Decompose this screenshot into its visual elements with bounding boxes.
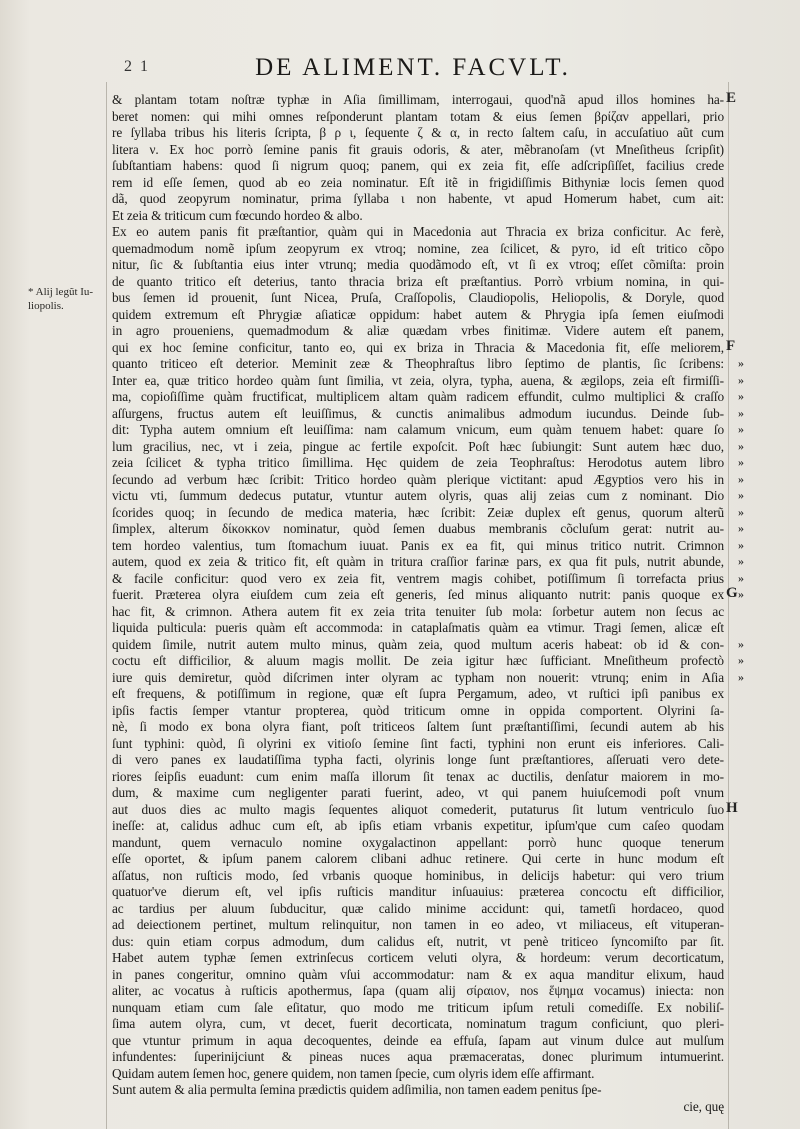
text-line: eſſe oportet, & ipſum panem calorem clibani adhuc retinere. Qui certe in hunc modum eſt <box>112 851 724 866</box>
quotation-mark: » <box>738 455 744 469</box>
quotation-mark: » <box>738 356 744 370</box>
quotation-mark: » <box>738 372 744 387</box>
text-line: de quanto tritico eſt deterius, tanto thracia briza eſt præſtantius. Porrò vrbium nomina, in qui- <box>112 273 724 289</box>
section-letter: E <box>726 90 737 106</box>
quotation-mark: » <box>738 405 744 420</box>
text-line: nè, ſi modo ex bona olyra fiant, poſt triticeos ſaltem ſunt præſtantiſſimi, ſecundi autem ab his <box>112 719 724 734</box>
text-line: hac fit, & crimnon. Athera autem fit ex zeia trita tenuiter ſub mola: ſorbetur autem non ſecus ac <box>112 603 724 619</box>
text-line: di vero panes ex laudatiſſima typha facti, olyrinis longe ſunt præſtantiores, aſſeruati vero dete- <box>112 752 724 767</box>
text-line: ſunt typhini: quòd, ſi olyrini ex vitioſo ſemine ſint facti, typhini non erunt eis inferiores. Cali- <box>112 735 724 751</box>
text-line: Sunt autem & alia permulta ſemina prædictis quidem adſimilia, non tamen eadem penitus ſpe- <box>112 1082 602 1097</box>
quotation-mark: » <box>738 653 744 667</box>
text-line: liquida pulticula: pueris quàm eſt accommoda: in cataplaſmatis quàm ea vtimur. Tragi ſemen, alicæ eſt <box>112 620 724 635</box>
text-line: Inter ea, quæ tritico hordeo quàm ſunt ſimilia, vt zeia, olyra, typha, auena, & ægilops, zeia eſt firmiſſi- <box>112 372 724 388</box>
text-line: nunquam etiam cum ſale eſitatur, quo modo me triticum ipſum retuli comediſſe. Ex nobiliſ- <box>112 999 724 1015</box>
text-line: & facile conficitur: quod vero ex zeia fit, ventrem magis cohibet, potiſſimum ſi torrefacta prius <box>112 570 724 586</box>
text-line: qui ex hoc ſemine conficitur, tanto eo, qui ex briza in Thracia & Macedonia fit, eſſe meliorem, <box>112 339 724 355</box>
left-column-rule <box>106 82 107 1129</box>
running-header: DE ALIMENT. FACVLT. <box>255 54 571 81</box>
folio-number: 2 1 <box>124 58 150 75</box>
quotation-mark: » <box>738 636 744 651</box>
quotation-mark: » <box>738 587 744 601</box>
quotation-mark: » <box>738 554 744 568</box>
text-line: mandunt, quem vernaculo nomine oxygalactinon appellant: porrò hunc quoque tenerum <box>112 834 724 850</box>
section-letter: H <box>726 799 738 816</box>
text-line: quidem extremum eſt Phrygiæ aſiaticæ oppidum: habet autem & Phrygia ipſa ſemen eiuſmodi <box>112 306 724 322</box>
text-line: nitur, ſic & ſubſtantia eius inter vtrunq; media quodãmodo eſt, vt ſi ex vtroq; eſſet cõmiſta: proin <box>112 257 724 272</box>
text-line: zeia ſcilicet & typha tritico ſimillima. Hęc quidem de zeia Teophraſtus: Herodotus autem libro <box>112 455 724 470</box>
text-line: coctu eſt difficilior, & aluum magis mollit. De zeia igitur hæc ſufficiant. Mneſitheum profectò <box>112 653 724 668</box>
section-letter: G <box>726 585 738 601</box>
text-line: ſimplex, alterum δίκοκκον nominatur, quòd ſemen duabus membranis cõcluſum gerat: nutrit au- <box>112 521 724 536</box>
text-line: litera ν. Ex hoc porrò ſemine panis fit grauis odoris, & ater, mẽbranoſam (vt Mneſitheus ſcripſit) <box>112 141 724 157</box>
margin-note <box>28 285 106 313</box>
text-line: quanto triticeo eſt deterior. Meminit zeæ & Theophraſtus libro ſeptimo de plantis, ſic ſcribens: <box>112 356 724 371</box>
text-line: in agro proueniens, quemadmodum & aliæ quædam vrbes finitimæ. Videre autem eſt panem, <box>112 323 724 338</box>
text-line: ineſſe: at, calidus adhuc cum eſt, ab ipſis etiam vrbanis expetitur, ipſum'que cum caſeo quodam <box>112 818 724 833</box>
section-letter: F <box>726 337 736 354</box>
text-line: lum gracilius, nec, vt i zeia, pingue ac fertile expoſcit. Poſt hæc ſubiungit: Sunt autem hæc duo, <box>112 438 724 454</box>
text-line: ipſis factis ſemper vtantur propterea, quòd triticum omne in oppida comportent. Olyrini ſa- <box>112 702 724 718</box>
text-line: dit: Typha autem omnium eſt leuiſſima: nam calamum vnicum, eum quàm tenuem habet: quare ſo <box>112 422 724 437</box>
text-line: ſcorides quoq; in ſecundo de medica materia, hæc ſcribit: Zeiæ duplex eſt genus, quorum alterũ <box>112 504 724 520</box>
text-line: aliter, ac vocatus à ruſticis apothermus, ſapa (quam alij σίραιον, nos ἕψημα vocamus) iniecta: non <box>112 983 724 998</box>
text-line: cie, quę <box>683 1098 724 1114</box>
text-line: in panes congeritur, omnino quàm vſui accommodatur: nam & ex aqua manditur elixum, haud <box>112 966 724 982</box>
text-line: quemadmodum nomẽ ipſum zeopyrum ex vtroq; nomine, zea ſcilicet, & pyro, id eſt tritico cõpo <box>112 240 724 256</box>
text-line: quidem ſimile, nutrit autem multo minus, quàm zeia, quod multum aceris habeat: ob id & con- <box>112 636 724 652</box>
text-line: re ſyllaba tribus his literis ſcripta, β ρ ι, ſequente ζ & α, in recto ſaltem caſu, in accuſatiuo aũt cum <box>112 125 724 140</box>
text-line: Habet autem typhæ ſemen extrinſecus corticem veluti olyra, & hordeum: verum decorticatum, <box>112 950 724 965</box>
text-line: eſt frequens, & potiſſimum in regione, quæ eſt ſupra Pergamum, adeo, vt ruſtici ipſi panibus ex <box>112 686 724 701</box>
margin-note-line: liopolis. <box>28 300 64 312</box>
text-line: aſſatus, non ruſticis modo, ſed vrbanis quoque hominibus, in delicijs habetur: qui vero trium <box>112 867 724 883</box>
text-line: ſecundo ad verbum hæc ſcribit: Tritico hordeo quàm plerique victitant: apud Ægyptios vero his in <box>112 471 724 487</box>
quotation-mark: » <box>738 537 744 552</box>
text-line: Quidam autem ſemen hoc, genere quidem, non tamen ſpecie, cum olyris idem eſſe affirmant. <box>112 1065 595 1081</box>
text-line: dus: quin etiam corpus admodum, dum calidus eſt, nutrit, vt penè triticeo ſyncomiſto par ſit. <box>112 933 724 949</box>
text-line: rem id eſſe ſemen, quod ab eo zeia nominatur. Eſt itẽ in frigidiſſimis Bithyniæ locis ſemen quod <box>112 174 724 190</box>
text-line: quatuor've dierum eſt, vel ipſis ruſticis manditur inſuauius: præterea concoctu eſt difficilior, <box>112 884 724 899</box>
text-line: dum, & maxime cum negligenter parati fuerint, adeo, vt qui panem huiuſcemodi poſt vnum <box>112 785 724 800</box>
text-line: & plantam totam noſtræ typhæ in Aſia ſimillimam, interrogaui, quod'nã apud illos homines ha- <box>112 92 724 107</box>
quotation-mark: » <box>738 438 744 453</box>
text-line: Ex eo autem panis fit præſtantior, quàm qui in Macedonia aut Thracia ex briza conficitur. Ac ferè, <box>112 224 724 239</box>
text-line: victu vti, ſummum dedecus putatur, vtuntur autem olyris, quas alij zeias cum z nominant. Dio <box>112 488 724 503</box>
text-line: autem, quod ex zeia & tritico fit, eſt quàm in tritura craſſior farinæ pars, ex qua fit puls, nutrit abunde, <box>112 554 724 569</box>
text-line: bus ſemen id prouenit, ſunt Nicea, Pruſa, Craſſopolis, Claudiopolis, Heliopolis, & Doryle, quod <box>112 290 724 305</box>
text-line: infundentes: ſuperinijciunt & pineas nuces aqua præmaceratas, donec plurimum intumuerint. <box>112 1049 724 1064</box>
text-line: Et zeia & triticum cum fœcundo hordeo & albo. <box>112 207 363 223</box>
quotation-mark: » <box>738 471 744 486</box>
quotation-mark: » <box>738 521 744 535</box>
quotation-mark: » <box>738 389 744 403</box>
text-line: aut duos dies ac multo magis ſequentes aliquot comederit, putaturus ſit lutum ventriculo ſuo <box>112 801 724 817</box>
quotation-mark: » <box>738 669 744 684</box>
text-line: tem hordeo valentius, tum ſtomachum iuuat. Panis ex ea fit, qui minus tritico nutrit. Crimnon <box>112 537 724 553</box>
text-line: aſſurgens, fructus autem eſt leuiſſimus, & cunctis animalibus admodum iucundus. Deinde ſub- <box>112 405 724 421</box>
right-column-rule <box>728 82 729 1129</box>
text-line: dã, quod zeopyrum nominatur, prima ſyllaba ι non habente, vt apud Homerum habet, cum ait: <box>112 191 724 206</box>
text-line: riores ſeipſis euadunt: cum enim maſſa illorum ſit tenax ac ductilis, denſatur maiorem in mo- <box>112 768 724 784</box>
text-line: iure quis demiretur, quòd diſcrimen inter olyram ac typham non nouerit: vtrunq; enim in Aſia <box>112 669 724 685</box>
quotation-mark: » <box>738 570 744 585</box>
quotation-mark: » <box>738 504 744 519</box>
text-line: ſima autem olyra, cum, vt decet, fuerit decorticata, nominatum tragum conficiunt, quo pleri- <box>112 1016 724 1031</box>
text-line: beret nomen: qui mihi omnes reſponderunt plantam totam & eius ſemen βρίζαν appellari, prio <box>112 108 724 124</box>
quotation-mark: » <box>738 422 744 436</box>
margin-note-line: * Alij legũt Iu- <box>28 286 94 298</box>
text-block <box>112 92 724 1115</box>
quotation-mark: » <box>738 488 744 502</box>
text-line: ad deiectionem pertinet, multum relinquitur, non tamen in eo adeo, vt miliaceus, eſt vituperan- <box>112 917 724 932</box>
text-line: ma, copioſiſſime quàm fructificat, multiplicem altam quàm radicem effundit, culmo multiplici & craſſo <box>112 389 724 404</box>
text-line: ſubſtantiam habens: quod ſi nigrum quoq; panem, qui ex zeia fit, eſſe adſcripſiſſet, facilius crede <box>112 158 724 173</box>
text-line: que vtuntur primum in aqua decoquentes, deinde ea effuſa, ſapam aut vinum dulce aut mulſum <box>112 1032 724 1048</box>
text-line: ac tardius per aluum ſubducitur, quæ calido minime accidunt: qui, tametſi hordaceo, quod <box>112 900 724 916</box>
text-line: fuerit. Præterea olyra eiuſdem cum zeia eſt generis, ſed minus aliquanto nutrit: panis quoque ex <box>112 587 724 602</box>
